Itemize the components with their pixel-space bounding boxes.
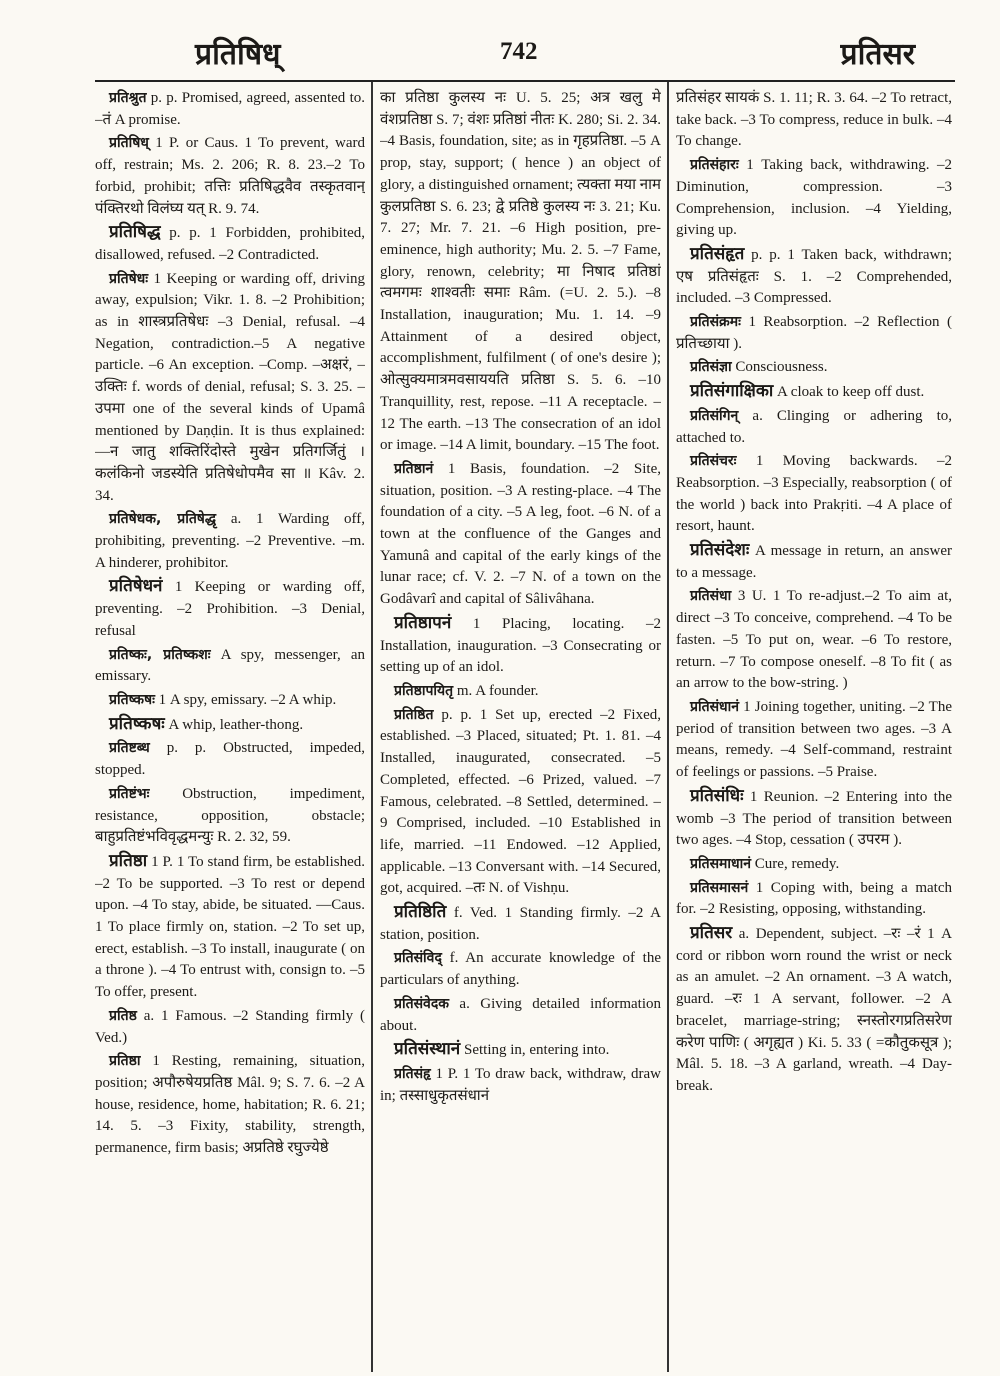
column-divider — [667, 82, 669, 1372]
dictionary-entry — [676, 786, 952, 852]
dictionary-entry — [380, 1039, 661, 1062]
dictionary-entry — [380, 705, 661, 900]
entry-headword: प्रतिष्टब्ध — [109, 740, 150, 757]
dictionary-entry — [676, 406, 952, 449]
entry-headword: प्रतिष्ठापयितृ — [394, 682, 454, 699]
entry-definition: Obstruction, impediment, resistance, opposition, obstacle; बाहुप्रतिष्टंभविवृद्धमन्युः R. 2. 32, 59. — [95, 785, 365, 846]
dictionary-entry — [95, 269, 365, 508]
page-number: 742 — [500, 38, 538, 65]
dictionary-entry — [380, 948, 661, 991]
entry-definition: 1 Joining together, uniting. –2 The period of transition between two ages. –3 A means, remedy. –4 Self-command, restraint of feelings or passions. –5 Praise. — [676, 698, 952, 781]
dictionary-entry — [380, 88, 661, 457]
dictionary-entry — [95, 1051, 365, 1160]
dictionary-entry — [676, 540, 952, 584]
dictionary-entry — [676, 244, 952, 310]
dictionary-entry — [676, 451, 952, 538]
dictionary-entry — [95, 509, 365, 574]
left-running-headword: प्रतिषिध् — [195, 37, 281, 72]
entry-headword: प्रतिष्ठित — [394, 706, 434, 723]
entry-headword: प्रतिष्ठिति — [394, 902, 447, 923]
entry-headword: प्रतिसंक्रमः — [690, 314, 741, 331]
entry-definition: 1 Reunion. –2 Entering into the womb –3 The period of transition between two ages. –4 Stop, cessation ( उपरम ). — [676, 788, 952, 849]
dictionary-entry — [676, 357, 952, 379]
dictionary-entry — [380, 1064, 661, 1107]
dictionary-entry — [95, 1006, 365, 1049]
entry-headword: प्रतिसंज्ञा — [690, 359, 732, 376]
entry-definition: 1 Taking back, withdrawing. –2 Diminution, compression. –3 Comprehension, inclusion. –4 Yielding, giving up. — [676, 157, 952, 239]
entry-definition: 1 P. 1 To stand firm, be established. –2 To be supported. –3 To rest or depend upon. –4 To stay, abide, be situated. —Caus. 1 To place firmly on, station. –2 To set up, erect, establish. –3 To install, inaugurate ( on a throne ). –4 To entrust with, consign to. –5 To offer, present. — [95, 853, 365, 1001]
entry-definition: p. p. 1 Taken back, withdrawn; एष प्रतिसंहृतः S. 1. –2 Comprehended, included. –3 Compressed. — [676, 246, 952, 307]
entry-headword: प्रतिसंहृ — [394, 1065, 431, 1082]
header-rule — [95, 80, 955, 82]
column-2 — [380, 88, 661, 1368]
entry-headword: प्रतिसंहारः — [690, 157, 739, 174]
dictionary-entry — [676, 312, 952, 355]
dictionary-entry — [95, 851, 365, 1004]
entry-definition: p. p. Promised, agreed, assented to. –तं A promise. — [95, 90, 365, 128]
entry-headword: प्रतिषेधः — [109, 270, 149, 287]
dictionary-entry — [95, 88, 365, 131]
dictionary-entry — [676, 88, 952, 153]
entry-headword: प्रतिश्रुत — [109, 90, 147, 106]
entry-headword: प्रतिसंचरः — [690, 453, 737, 470]
entry-definition: f. Ved. 1 Standing firmly. –2 A station, position. — [380, 905, 661, 943]
entry-definition: A cloak to keep off dust. — [777, 384, 925, 401]
entry-definition: 1 Resting, remaining, situation, position; अपौरुषेयप्रतिष्ठ Mâl. 9; S. 7. 6. –2 A house, residence, home, habitation; R. 6. 21; 14. 5. –3 Fixity, stability, strength, permanence, firm basis; अप्रतिष्ठे रघुज्येष्ठे — [95, 1053, 365, 1157]
entry-headword: प्रतिसंधानं — [690, 698, 740, 715]
entry-definition: 1 Keeping or warding off, preventing. –2 Prohibition. –3 Denial, refusal — [95, 579, 365, 639]
entry-definition: a. Clinging or adhering to, attached to. — [676, 407, 952, 446]
dictionary-entry — [95, 576, 365, 642]
entry-definition: p. p. 1 Set up, erected –2 Fixed, established. –3 Placed, situated; Pt. 1. 81. –4 Installed, inaugurated, consecrated. –5 Completed, effected. –6 Prized, valued. –7 Famous, celebrated. –8 Settled, determined. –9 Comprised, included. –10 Established in life, married. –11 Endowed. –12 Applied, applicable. –13 Conversant with. –14 Secured, got, acquired. –तः N. of Vishṇu. — [380, 706, 661, 897]
entry-definition: 3 U. 1 To re-adjust.–2 To aim at, direct –3 To conceive, comprehend. –4 To be fasten. –5 To put on, wear. –6 To restore, return. –7 To compose oneself. –8 To fit ( as an arrow to the bow-string. ) — [676, 588, 952, 692]
entry-headword: प्रतिष्ठा — [109, 1053, 141, 1070]
entry-headword: प्रतिष्टंभः — [109, 785, 150, 802]
entry-definition: 1 Placing, locating. –2 Installation, inauguration. –3 Consecrating or setting up of an idol. — [380, 615, 661, 676]
dictionary-entry — [676, 923, 952, 1098]
dictionary-entry — [380, 902, 661, 946]
entry-headword: प्रतिष्कषः — [109, 713, 165, 734]
dictionary-entry — [380, 613, 661, 679]
entry-definition: 1 Reabsorption. –2 Reflection ( प्रतिच्छाया ). — [676, 314, 952, 352]
entry-definition: Consciousness. — [735, 359, 828, 376]
entry-definition: 1 A spy, emissary. –2 A whip. — [158, 691, 337, 708]
dictionary-entry — [380, 994, 661, 1037]
entry-headword: प्रतिषेधनं — [109, 576, 163, 597]
entry-definition: a. Giving detailed information about. — [380, 995, 661, 1034]
entry-headword: प्रतिसर — [690, 923, 733, 944]
entry-definition: 1 Basis, foundation. –2 Site, situation, position. –3 A resting-place. –4 The foundation of a city. –5 A leg, foot. –6 N. of a town at the confluence of the Ganges and Yamunâ and capital of the early kings of the lunar race; cf. V. 2. –7 N. of a town on the Godâvarî and capital of Sâlivâhana. — [380, 460, 661, 608]
dictionary-entry — [676, 155, 952, 242]
entry-headword: प्रतिष्कषः — [109, 691, 155, 708]
entry-definition: f. An accurate knowledge of the particulars of anything. — [380, 950, 661, 989]
dictionary-entry — [95, 645, 365, 688]
dictionary-entry — [95, 133, 365, 220]
entry-definition: A message in return, an answer to a message. — [676, 543, 952, 581]
dictionary-entry — [95, 690, 365, 712]
entry-headword: प्रतिसंविद् — [394, 950, 442, 967]
dictionary-entry — [676, 878, 952, 921]
entry-definition: 1 Keeping or warding off, driving away, expulsion; Vikr. 1. 8. –2 Prohibition; as in शास्त्रप्रतिषेधः –3 Denial, refusal. –4 Negation, contradiction.–5 A negative particle. –6 An exception. –Comp. –अक्षरं, –उक्तिः f. words of denial, refusal; S. 3. 25. –उपमा one of the several kinds of Upamâ mentioned by Daṇḍin. It is thus explained:—न जातु शक्तिरिंदोस्ते मुखेन प्रतिगर्जितुं । कलंकिनो जडस्येति प्रतिषेधोपमैव सा ॥ Kâv. 2. 34. — [95, 270, 365, 504]
entry-definition: m. A founder. — [456, 682, 539, 699]
entry-headword: प्रतिष्ठा — [109, 850, 148, 871]
column-3 — [676, 88, 952, 1368]
entry-definition: p. p. Obstructed, impeded, stopped. — [95, 740, 365, 779]
entry-definition: a. 1 Famous. –2 Standing firmly ( Ved.) — [95, 1007, 365, 1046]
entry-headword: प्रतिषेधक, प्रतिषेद्धृ — [109, 511, 217, 528]
entry-headword: प्रतिसमासनं — [690, 879, 749, 896]
entry-definition: Setting in, entering into. — [463, 1042, 610, 1059]
dictionary-entry — [676, 381, 952, 404]
entry-definition: 1 P. or Caus. 1 To prevent, ward off, restrain; Ms. 2. 206; R. 8. 23.–2 To forbid, prohibit; तत्तिः प्रतिषिद्धवैव तस्कृतवान् पंक्तिरथो विलंघ्य यत् R. 9. 74. — [95, 135, 365, 217]
entry-headword: प्रतिसंगिन् — [690, 407, 739, 424]
dictionary-entry — [380, 681, 661, 703]
entry-definition: प्रतिसंहर सायकं S. 1. 11; R. 3. 64. –2 To retract, take back. –3 To compress, reduce in bulk. –4 To change. — [676, 90, 952, 150]
entry-definition: का प्रतिष्ठा कुलस्य नः U. 5. 25; अत्र खलु मे वंशप्रतिष्ठा S. 7; वंशः प्रतिष्ठां नीतः K. 280; Si. 2. 34. –4 Basis, foundation, site; as in गृहप्रतिष्ठा. –5 A prop, stay, support; ( hence ) an object of glory, a distinguished ornament; त्यक्ता मया नाम कुलप्रतिष्ठा S. 6. 23; द्वे प्रतिष्ठे कुलस्य नः 3. 21; Ku. 7. 27; Mr. 7. 21. –6 High position, pre-eminence, high authority; Mu. 2. 5. –7 Fame, glory, renown, celebrity; मा निषाद प्रतिष्ठां त्वमगमः शाश्वतीः समाः Râm. (=U. 2. 5.). –8 Installation, inauguration; Mu. 1. 14. –9 Attainment of a desired object, accomplishment, fulfilment ( of one's desire ); ओत्सुक्यमात्रमवसाययति प्रतिष्ठा S. 5. 6. –10 Tranquillity, rest, repose. –11 A receptacle. –12 The earth. –13 The consecration of an idol or image. –14 A limit, boundary. –15 The foot. — [380, 90, 661, 454]
entry-headword: प्रतिसंगाक्षिका — [690, 381, 774, 402]
entry-definition: 1 Moving backwards. –2 Reabsorption. –3 Especially, reabsorption ( of the world ) back into Prakṛiti. –4 A place of resort, haunt. — [676, 453, 952, 535]
entry-headword: प्रतिष्ठानं — [394, 460, 434, 477]
entry-headword: प्रतिष्ठापनं — [394, 612, 452, 633]
column-1 — [95, 88, 365, 1368]
entry-headword: प्रतिसंदेशः — [690, 540, 750, 561]
entry-definition: p. p. 1 Forbidden, prohibited, disallowed, refused. –2 Contradicted. — [95, 225, 365, 263]
dictionary-entry — [95, 738, 365, 781]
right-running-headword: प्रतिसर — [840, 37, 915, 72]
column-divider — [371, 82, 373, 1372]
entry-headword: प्रतिषिद्ध — [109, 222, 161, 243]
entry-headword: प्रतिसंहृत — [690, 243, 745, 264]
entry-definition: A whip, leather-thong. — [168, 716, 304, 733]
dictionary-entry — [380, 459, 661, 611]
entry-definition: 1 P. 1 To draw back, withdraw, draw in; तस्साधुकृतसंधानं — [380, 1065, 661, 1104]
entry-headword: प्रतिसंधा — [690, 588, 732, 605]
dictionary-entry — [676, 697, 952, 784]
dictionary-entry — [676, 854, 952, 876]
entry-definition: a. 1 Warding off, prohibiting, preventing. –2 Preventive. –m. A hinderer, prohibitor. — [95, 511, 365, 571]
entry-headword: प्रतिषिध् — [109, 135, 149, 152]
dictionary-entry — [95, 222, 365, 266]
entry-definition: a. Dependent, subject. –रः –रं 1 A cord or ribbon worn round the wrist or neck as an amulet. –2 An ornament. –3 A watch, guard. –रः 1 A servant, follower. –2 A bracelet, marriage-string; स्नस्तोरगप्रतिसरेण करेण पाणिः ( अगृह्यत ) Ki. 5. 33 ( =कौतुकसूत्र ); Mâl. 5. 18. –3 A garland, wreath. –4 Day-break. — [676, 926, 952, 1094]
entry-headword: प्रतिष्कः, प्रतिष्कशः — [109, 646, 211, 663]
entry-headword: प्रतिसमाधानं — [690, 855, 752, 872]
entry-headword: प्रतिष्ठ — [109, 1007, 137, 1024]
entry-headword: प्रतिसंस्थानं — [394, 1039, 461, 1060]
page-header — [95, 28, 955, 78]
entry-definition: Cure, remedy. — [754, 855, 840, 872]
dictionary-entry — [95, 784, 365, 849]
entry-definition: 1 Coping with, being a match for. –2 Resisting, opposing, withstanding. — [676, 879, 952, 918]
entry-definition: A spy, messenger, an emissary. — [95, 646, 365, 685]
dictionary-entry — [676, 586, 952, 695]
entry-headword: प्रतिसंवेदक — [394, 995, 450, 1012]
dictionary-entry — [95, 714, 365, 737]
entry-headword: प्रतिसंधिः — [690, 785, 744, 806]
